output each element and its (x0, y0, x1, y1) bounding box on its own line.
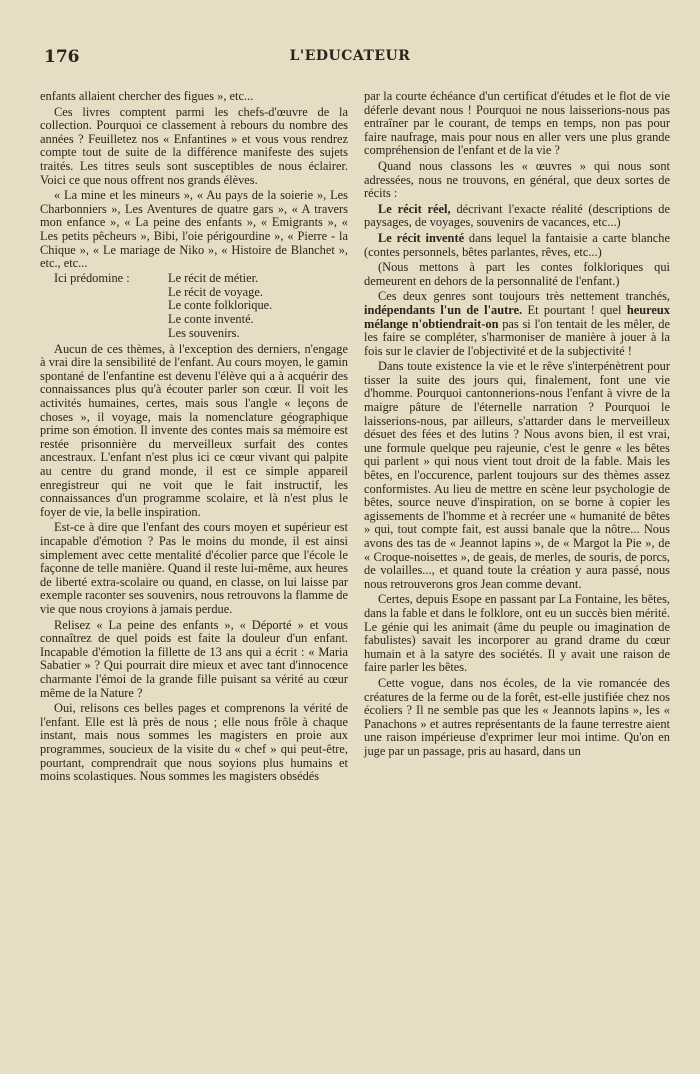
paragraph-text: Ces deux genres sont toujours très nettement tranchés, (378, 289, 670, 304)
emphasis: heureux mélange n'obtiendrait-on (364, 302, 670, 331)
paragraph: Aucun de ces thèmes, à l'exception des derniers, n'engage à vrai dire la sensibilité de l'enfant. Au cours moyen, le gamin spontané de l'enfantine est devenu l'élève qui a à acquérir des connaissances plus qu'à écouter parler son cœur. Il voit les activités humaines, certes, mais sous l'angle « leçons de choses », il voyage, mais la nomenclature géographique prime son émotion. Il invente des contes mais sa mémoire est restée prisonnière du merveilleux surfait des contes ancestraux. L'enfant n'est plus ici ce cœur vivant qui palpite au centre du grand monde, il est ce simple appareil enregistreur qui ne voit que le fait instructif, les connaissances d'un programme scolaire, et là n'est plus le foyer de vie, la belle inspiration. (40, 341, 348, 519)
paragraph: Ces livres comptent parmi les chefs-d'œuvre de la collection. Pourquoi ce classement à rebours du nombre des années ? Feuilletez nos « Enfantines » et vous vous rendrez compte tout de suite de la différence manifeste des sujets traités. Les titres seuls sont susceptibles de nous éclairer. Voici ce que nous offrent nos grands élèves. (40, 104, 348, 187)
themes-list (40, 272, 348, 341)
right-column (364, 90, 670, 759)
page-header (44, 47, 656, 73)
paragraph: par la courte échéance d'un certificat d'études et le flot de vie déferle devant nous ! Pourquoi ne nous laisserions-nous pas entraîner par le courant, de temps en temps, non pas pour faire naufrage, mais pour nous en aller vers une plus grande compréhension de l'enfant et de la vie ? (364, 89, 670, 158)
list-item: Le conte inventé. (168, 312, 254, 327)
paragraph: Est-ce à dire que l'enfant des cours moyen et supérieur est incapable d'émotion ? Pas le moins du monde, il est ainsi simplement avec cette mentalité d'écolier parce que l'école le façonne de telle manière. Quand il reste lui-même, aux heures de liberté extra-scolaire ou quand, en classe, on lui laisse par exemple raconter ses souvenirs, nous retrouvons la flamme de vie que nous croyions à jamais perdue. (40, 520, 348, 616)
list-item: Le récit de voyage. (168, 284, 263, 299)
page-number: 176 (44, 47, 80, 67)
list-item: Le conte folklorique. (168, 298, 273, 313)
paragraph-text: dans lequel la fantaisie a carte blanche (contes personnels, bêtes parlantes, rêves, etc...) (364, 230, 670, 259)
paragraph-text: décrivant l'exacte réalité (descriptions de paysages, de voyages, souvenirs de vacances, etc...) (364, 201, 670, 230)
left-column (40, 90, 348, 784)
paragraph-text: Et pourtant ! quel (522, 302, 627, 317)
paragraph: Oui, relisons ces belles pages et comprenons la vérité de l'enfant. Elle est là près de nous ; elle nous frôle à chaque instant, mais nous sommes les magisters en proie aux programmes, soucieux de la visite du « chef » qui peut-être, pourtant, comprendrait que nous soyions plus humains et moins scolastiques. Nous sommes les magisters obsédés (40, 701, 348, 784)
list-items (168, 272, 348, 341)
paragraph: (Nous mettons à part les contes folkloriques qui demeurent en dehors de la personnalité de l'enfant.) (364, 260, 670, 288)
paragraph: Cette vogue, dans nos écoles, de la vie romancée des créatures de la ferme ou de la forêt, est-elle justifiée chez nos écoliers ? Il ne semble pas que les « Jeannots lapins », les « Panachons » et autres représentants de la faune terrestre aient une raison impérieuse d'exprimer leur moi intime. Qu'on en juge par un passage, pris au hasard, dans un (364, 675, 670, 758)
emphasis: indépendants l'un de l'autre. (364, 302, 523, 317)
paragraph: Relisez « La peine des enfants », « Déporté » et vous connaîtrez de quel poids est faite la douleur d'un enfant. Incapable d'émotion la fillette de 13 ans qui a écrit : « Maria Sabatier » ? Qui pourrait dire mieux et avec tant d'innocence charmante l'émoi de la grande fille puisant sa vérité au cœur même de la Nature ? (40, 617, 348, 700)
paragraph (364, 290, 670, 358)
paragraph: « La mine et les mineurs », « Au pays de la soierie », Les Charbonniers », Les Aventures de quatre gars », « A travers mon enfance », « La peine des enfants », « Emigrants », « Les petits pêcheurs », Bibi, l'oie périgourdine », « Pierre - la Chique », « Le mariage de Niko », « Histoire de Blanchet », etc., etc... (40, 188, 348, 271)
list-item: Les souvenirs. (168, 325, 240, 340)
term-recit-reel: Le récit réel, (378, 201, 451, 216)
paragraph: enfants allaient chercher des figues », etc... (40, 89, 254, 103)
list-item: Le récit de métier. (168, 270, 259, 285)
paragraph-text: pas si l'on tentait de les mêler, de les faire se compléter, s'harmoniser de manière à jouer à la fois sur le clavier de l'objectivité et de la subjectivité ! (364, 316, 670, 358)
paragraph: Certes, depuis Esope en passant par La Fontaine, les bêtes, dans la fable et dans le folklore, ont eu un succès bien mérité. Le génie qui les animait (âme du peuple ou imagination de fabulistes) savait les incorporer au grand drame du cœur humain et à la satyre des sociétés. Il y avait une raison de faire parler les bêtes. (364, 592, 670, 675)
journal-title: L'EDUCATEUR (289, 48, 411, 64)
list-lead: Ici prédomine : (54, 270, 130, 285)
paragraph (364, 203, 670, 230)
paragraph: Dans toute existence la vie et le rêve s'interpénètrent pour tisser la suite des jours qui, finalement, font une vie d'homme. Pourquoi cantonnerions-nous l'enfant à vivre de la maigre pâture de l'éternelle narration ? Pourquoi le laisserions-nous, par ailleurs, s'attarder dans le merveilleux désuet des fées et des lutins ? Nous avons bien, il est vrai, une formule quelque peu rajeunie, c'est le genre « les bêtes qui parlent » qui nous vient tout droit de la fable. Mais les bêtes, en l'occurence, parlent toujours sur des thèmes assez conformistes. Au lieu de mettre en scène leur psychologie de bêtes, source neuve d'inspiration, on se borne à copier les agissements de l'homme et à recréer une « humanité de bêtes » qui, tout compte fait, est aussi banale que la nôtre... Nous avons des tas de « Jeannot lapins », de « Margot la Pie », de « Croque-noisettes », de geais, de merles, de souris, de porcs, de volailles..., et quand toute la création y aura passé, nous nous retrouverons gros Jean comme devant. (364, 359, 670, 591)
term-recit-invente: Le récit inventé (378, 230, 465, 245)
paragraph: Quand nous classons les « œuvres » qui nous sont adressées, nous ne trouvons, en général, que deux sortes de récits : (364, 158, 670, 201)
paragraph (364, 232, 670, 259)
